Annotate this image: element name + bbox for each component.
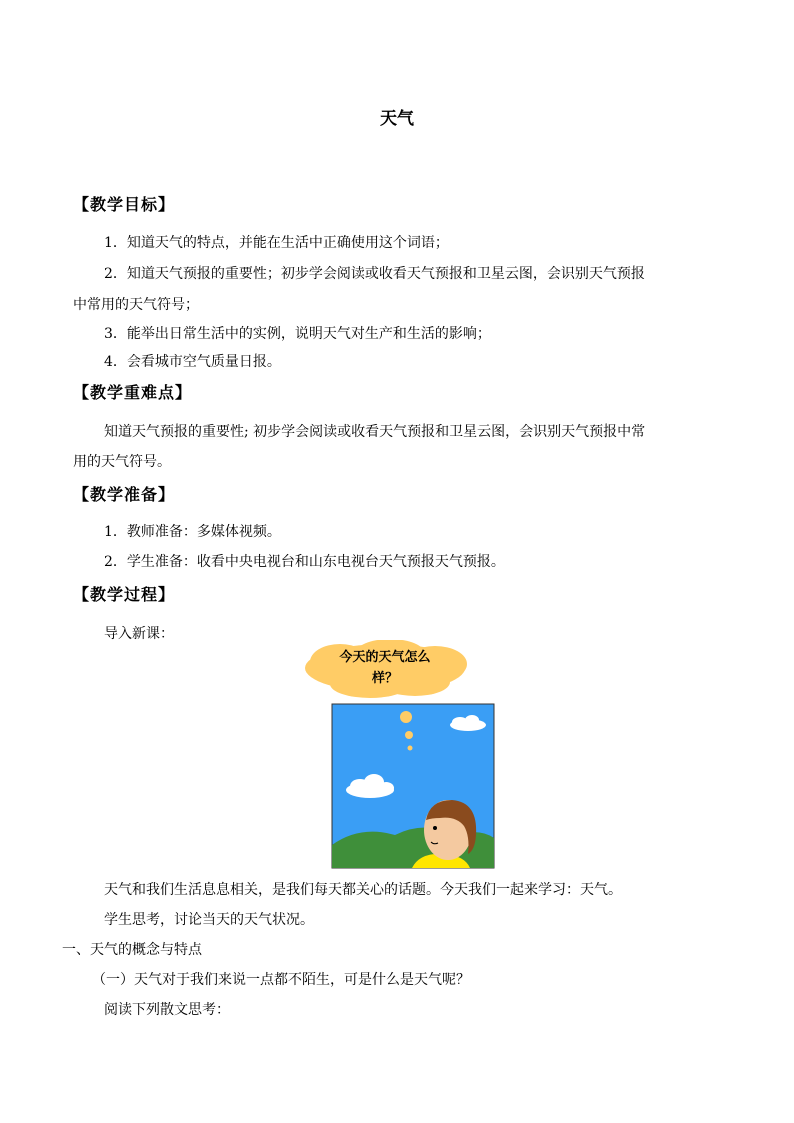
- prep-item-2: 2．学生准备：收看中央电视台和山东电视台天气预报天气预报。: [104, 554, 505, 570]
- heading-preparation: 【教学准备】: [73, 485, 176, 504]
- bubble-line-1: 今天的天气怎么: [339, 650, 431, 665]
- heading-key-points: 【教学重难点】: [73, 383, 193, 402]
- speech-bubble-text: [300, 647, 470, 689]
- prep-item-1: 1．教师准备：多媒体视频。: [104, 524, 281, 540]
- process-after-2: 学生思考，讨论当天的天气状况。: [104, 912, 314, 928]
- process-after-1: 天气和我们生活息息相关，是我们每天都关心的话题。今天我们一起来学习：天气。: [104, 882, 622, 898]
- read-instruction: 阅读下列散文思考：: [104, 1002, 230, 1018]
- goal-item-4: 4．会看城市空气质量日报。: [104, 354, 281, 370]
- thought-dot-large: [400, 711, 412, 723]
- goal-item-1: 1．知道天气的特点，并能在生活中正确使用这个词语；: [104, 235, 449, 251]
- goal-item-2: 2．知道天气预报的重要性；初步学会阅读或收看天气预报和卫星云图，会识别天气预报: [104, 266, 645, 282]
- page-title: 天气: [380, 109, 414, 129]
- key-points-line-2: 用的天气符号。: [73, 454, 171, 470]
- section-one-heading: 一、天气的概念与特点: [62, 942, 202, 958]
- key-points-line-1: 知道天气预报的重要性; 初步学会阅读或收看天气预报和卫星云图，会识别天气预报中常: [104, 424, 646, 440]
- goal-item-2-cont: 中常用的天气符号；: [73, 297, 199, 313]
- heading-goals: 【教学目标】: [73, 195, 176, 214]
- heading-process: 【教学过程】: [73, 585, 176, 604]
- process-intro: 导入新课：: [104, 626, 174, 642]
- sub-section-one: （一）天气对于我们来说一点都不陌生，可是什么是天气呢？: [92, 972, 470, 988]
- thought-dot-medium: [405, 731, 413, 739]
- bubble-line-2: 样？: [371, 671, 398, 686]
- thought-dot-small: [408, 746, 413, 751]
- goal-item-3: 3．能举出日常生活中的实例，说明天气对生产和生活的影响；: [104, 326, 491, 342]
